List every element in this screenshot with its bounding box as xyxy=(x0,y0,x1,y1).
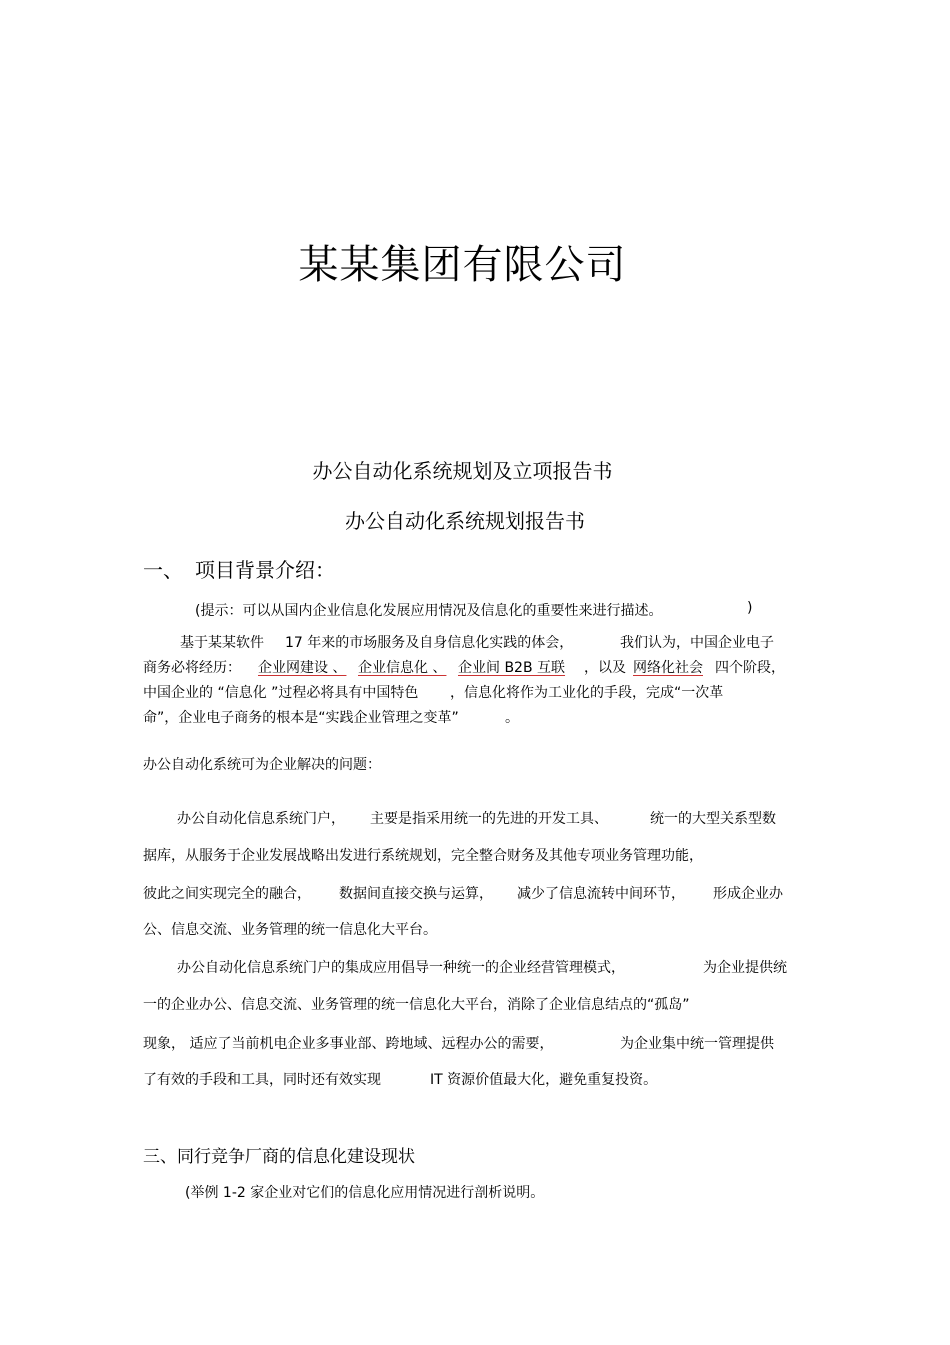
p2-line1a: 办公自动化信息系统门户， xyxy=(177,811,345,827)
p1-line3a: 中国企业的 “信息化 ”过程必将具有中国特色 xyxy=(143,685,419,701)
p2-line2: 据库，从服务于企业发展战略出发进行系统规划，完全整合财务及其他专项业务管理功能， xyxy=(143,848,703,864)
report-title: 办公自动化系统规划及立项报告书 xyxy=(312,459,613,483)
p2-line3b: 数据间直接交换与运算， xyxy=(339,886,493,902)
p1-line2c: 四个阶段， xyxy=(715,660,785,676)
stage-networked-society: 网络化社会 xyxy=(633,660,703,676)
section3-hint: (举例 1-2 家企业对它们的信息化应用情况进行剖析说明。 xyxy=(185,1185,545,1201)
p1-line2b: ，以及 xyxy=(584,660,626,676)
stage-network-building: 企业网建设 、 xyxy=(258,660,347,676)
problems-heading: 办公自动化系统可为企业解决的问题： xyxy=(143,757,381,773)
p2-line1b: 主要是指采用统一的先进的开发工具、 xyxy=(370,811,608,827)
p3-line2: 一的企业办公、信息交流、业务管理的统一信息化大平台，消除了企业信息结点的“孤岛” xyxy=(143,997,690,1013)
p3-line3b: 为企业集中统一管理提供 xyxy=(620,1036,774,1052)
section3-heading: 三、同行竞争厂商的信息化建设现状 xyxy=(143,1147,415,1167)
p1-line2a: 商务必将经历： xyxy=(143,660,241,676)
section1-hint-close: ) xyxy=(747,600,753,616)
p1-line1c: 我们认为，中国企业电子 xyxy=(620,635,774,651)
p3-line4a: 了有效的手段和工具，同时还有效实现 xyxy=(143,1072,381,1088)
p3-line1a: 办公自动化信息系统门户的集成应用倡导一种统一的企业经营管理模式， xyxy=(177,960,625,976)
p1-line1b: 17 年来的市场服务及自身信息化实践的体会， xyxy=(285,635,574,651)
p2-line3a: 彼此之间实现完全的融合， xyxy=(143,886,311,902)
p1-line3b: ，信息化将作为工业化的手段，完成“一次革 xyxy=(450,685,724,701)
p2-line1c: 统一的大型关系型数 xyxy=(650,811,776,827)
p3-line3a: 现象， 适应了当前机电企业多事业部、跨地域、远程办公的需要， xyxy=(143,1036,554,1052)
p3-line1b: 为企业提供统 xyxy=(703,960,787,976)
p1-line1a: 基于某某软件 xyxy=(180,635,264,651)
p1-line4b: 。 xyxy=(505,710,519,726)
stage-b2b: 企业间 B2B 互联 xyxy=(458,660,566,676)
p2-line3c: 减少了信息流转中间环节， xyxy=(517,886,685,902)
section1-hint: (提示：可以从国内企业信息化发展应用情况及信息化的重要性来进行描述。 xyxy=(195,603,663,619)
company-name: 某某集团有限公司 xyxy=(298,242,627,288)
p1-line4a: 命”，企业电子商务的根本是“实践企业管理之变革” xyxy=(143,710,459,726)
p2-line4: 公、信息交流、业务管理的统一信息化大平台。 xyxy=(143,922,437,938)
stage-informatization: 企业信息化 、 xyxy=(358,660,447,676)
report-subtitle: 办公自动化系统规划报告书 xyxy=(345,509,585,533)
section1-number: 一、 xyxy=(143,558,183,582)
p3-line4b: IT 资源价值最大化，避免重复投资。 xyxy=(430,1072,658,1088)
section1-title: 项目背景介绍： xyxy=(195,558,335,582)
section1-heading xyxy=(143,554,335,583)
p2-line3d: 形成企业办 xyxy=(713,886,783,902)
